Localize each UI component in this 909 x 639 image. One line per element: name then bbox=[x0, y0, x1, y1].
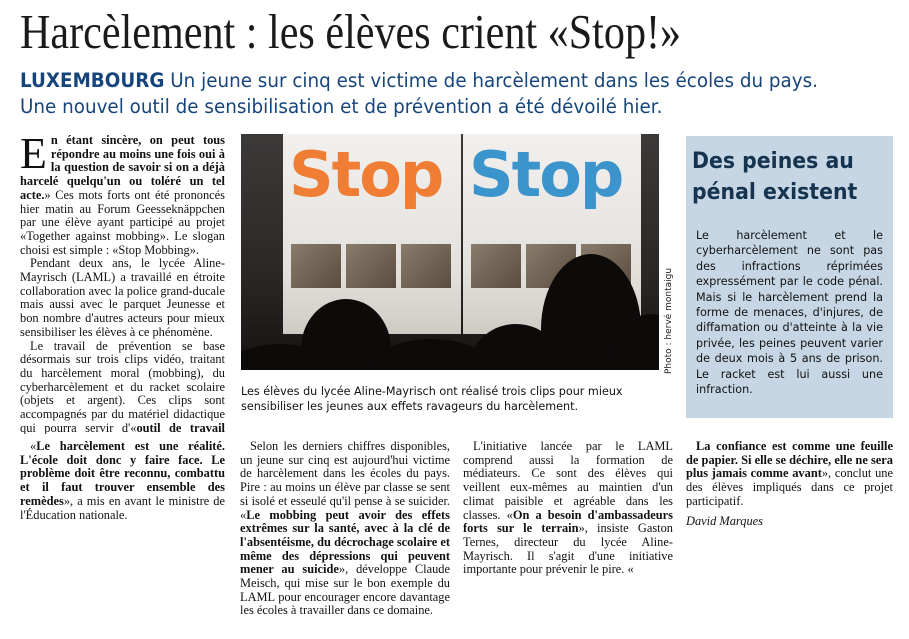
article-column-4 bbox=[686, 440, 893, 630]
paragraph-5: Selon les derniers chiffres disponibles, un jeune sur cinq est aujourd'hui victime de harcèlement dans les écoles du pays. Pire : au moins un élève par classe se sent si isolé et esseulé qu'il pense à se suicider. «Le mobbing peut avoir des effets extrêmes sur la santé, avec à la clé de l'absentéisme, du décrochage scolaire et même des dépressions qui peuvent mener au suicide», développe Claude Meisch, qui mise sur le bon exemple du LAML pour encourager encore davantage les écoles à travailler dans ce domaine. bbox=[240, 440, 450, 618]
article-column-2 bbox=[240, 440, 450, 630]
intro-rest: » Ces mots forts ont été prononcés hier matin au Forum Geesseknäppchen par une élève ayant participé au projet «Together against mobbing». Le slogan choisi est simple : «Stop Mobbing». bbox=[20, 187, 225, 257]
article-column-1 bbox=[20, 134, 225, 434]
lead-location-tag: LUXEMBOURG bbox=[20, 69, 165, 92]
paragraph-4: «Le harcèlement est une réalité. L'école doit donc y faire face. Le problème doit être reconnu, combattu et il faut trouver ensemble des remèdes», a mis en avant le ministre de l'Éducation nationale. bbox=[20, 440, 225, 522]
paragraph-3 bbox=[20, 340, 225, 434]
sidebar-box bbox=[686, 136, 893, 418]
byline: David Marques bbox=[686, 513, 763, 528]
photo-caption: Les élèves du lycée Aline-Mayrisch ont réalisé trois clips pour mieux sensibiliser les jeunes aux effets ravageurs du harcèlement. bbox=[241, 385, 623, 413]
sidebar-body: Le harcèlement et le cyberharcèlement ne sont pas des infractions réprimées expressément par le code pénal. Mais si le harcèlement prend la forme de menaces, d'injures, de diffamation ou d'atteinte à la vie privée, les peines peuvent varier de deux mois à 5 ans de prison. Le racket est lui aussi une infraction. bbox=[696, 229, 883, 397]
video-thumbnail bbox=[471, 244, 521, 288]
lead-paragraph bbox=[20, 68, 847, 120]
headline: Harcèlement : les élèves crient «Stop!» bbox=[20, 4, 682, 59]
video-thumbnail bbox=[291, 244, 341, 288]
p3-start: Le travail de prévention se base désormais sur trois clips vidéo, traitant du harcèlement moral (mobbing), du cyberharcèlement et du racket scolaire (objets et argent). Ces clips sont accompagnés par du matériel didactique qui pourra servir d'« bbox=[20, 338, 225, 434]
stop-word-orange: Stop bbox=[289, 138, 443, 211]
article-column-1-continued bbox=[20, 440, 225, 630]
projection-screen-left bbox=[283, 134, 461, 334]
paragraph-7: La confiance est comme une feuille de papier. Si elle se déchire, elle ne sera plus jamais comme avant», conclut une des élèves impliqués dans ce projet participatif. bbox=[686, 440, 893, 508]
article-photo bbox=[241, 134, 659, 370]
thumbnail-row-left bbox=[291, 244, 451, 288]
intro-quote: n étant sincère, on peut tous répondre au moins une fois oui à la question de savoir si on a déjà harcelé quelqu'un ou toléré un tel acte. bbox=[20, 134, 225, 202]
stop-word-blue: Stop bbox=[469, 138, 623, 211]
paragraph-2: Pendant deux ans, le lycée Aline-Mayrisch (LAML) a travaillé en étroite collaboration avec la police grand-ducale mais aussi avec le parquet Jeunesse et bon nombre d'autres acteurs pour mieux sensibiliser les élèves à ce phénomène. bbox=[20, 256, 225, 339]
p3-bold: outil de travail bbox=[136, 420, 225, 434]
video-thumbnail bbox=[346, 244, 396, 288]
intro-paragraph bbox=[20, 134, 225, 257]
lead-text: Un jeune sur cinq est victime de harcèlement dans les écoles du pays. Une nouvel outil de sensibilisation et de prévention a été dévoilé hier. bbox=[20, 69, 819, 118]
sidebar-title: Des peines au pénal existent bbox=[692, 149, 858, 205]
drop-cap: E bbox=[20, 134, 47, 178]
paragraph-6: L'initiative lancée par le LAML comprend aussi la formation de médiateurs. Ce sont des élèves qui veillent eux-mêmes au maintien d'un climat paisible et agréable dans les classes. «On a besoin d'ambassadeurs forts sur le terrain», insiste Gaston Ternes, directeur du lycée Aline-Mayrisch. Il s'agit d'une initiative importante pour prévenir le pire. « bbox=[463, 440, 673, 577]
article-column-3 bbox=[463, 440, 673, 630]
photo-credit: Photo : hervé montaigu bbox=[664, 267, 674, 374]
video-thumbnail bbox=[401, 244, 451, 288]
